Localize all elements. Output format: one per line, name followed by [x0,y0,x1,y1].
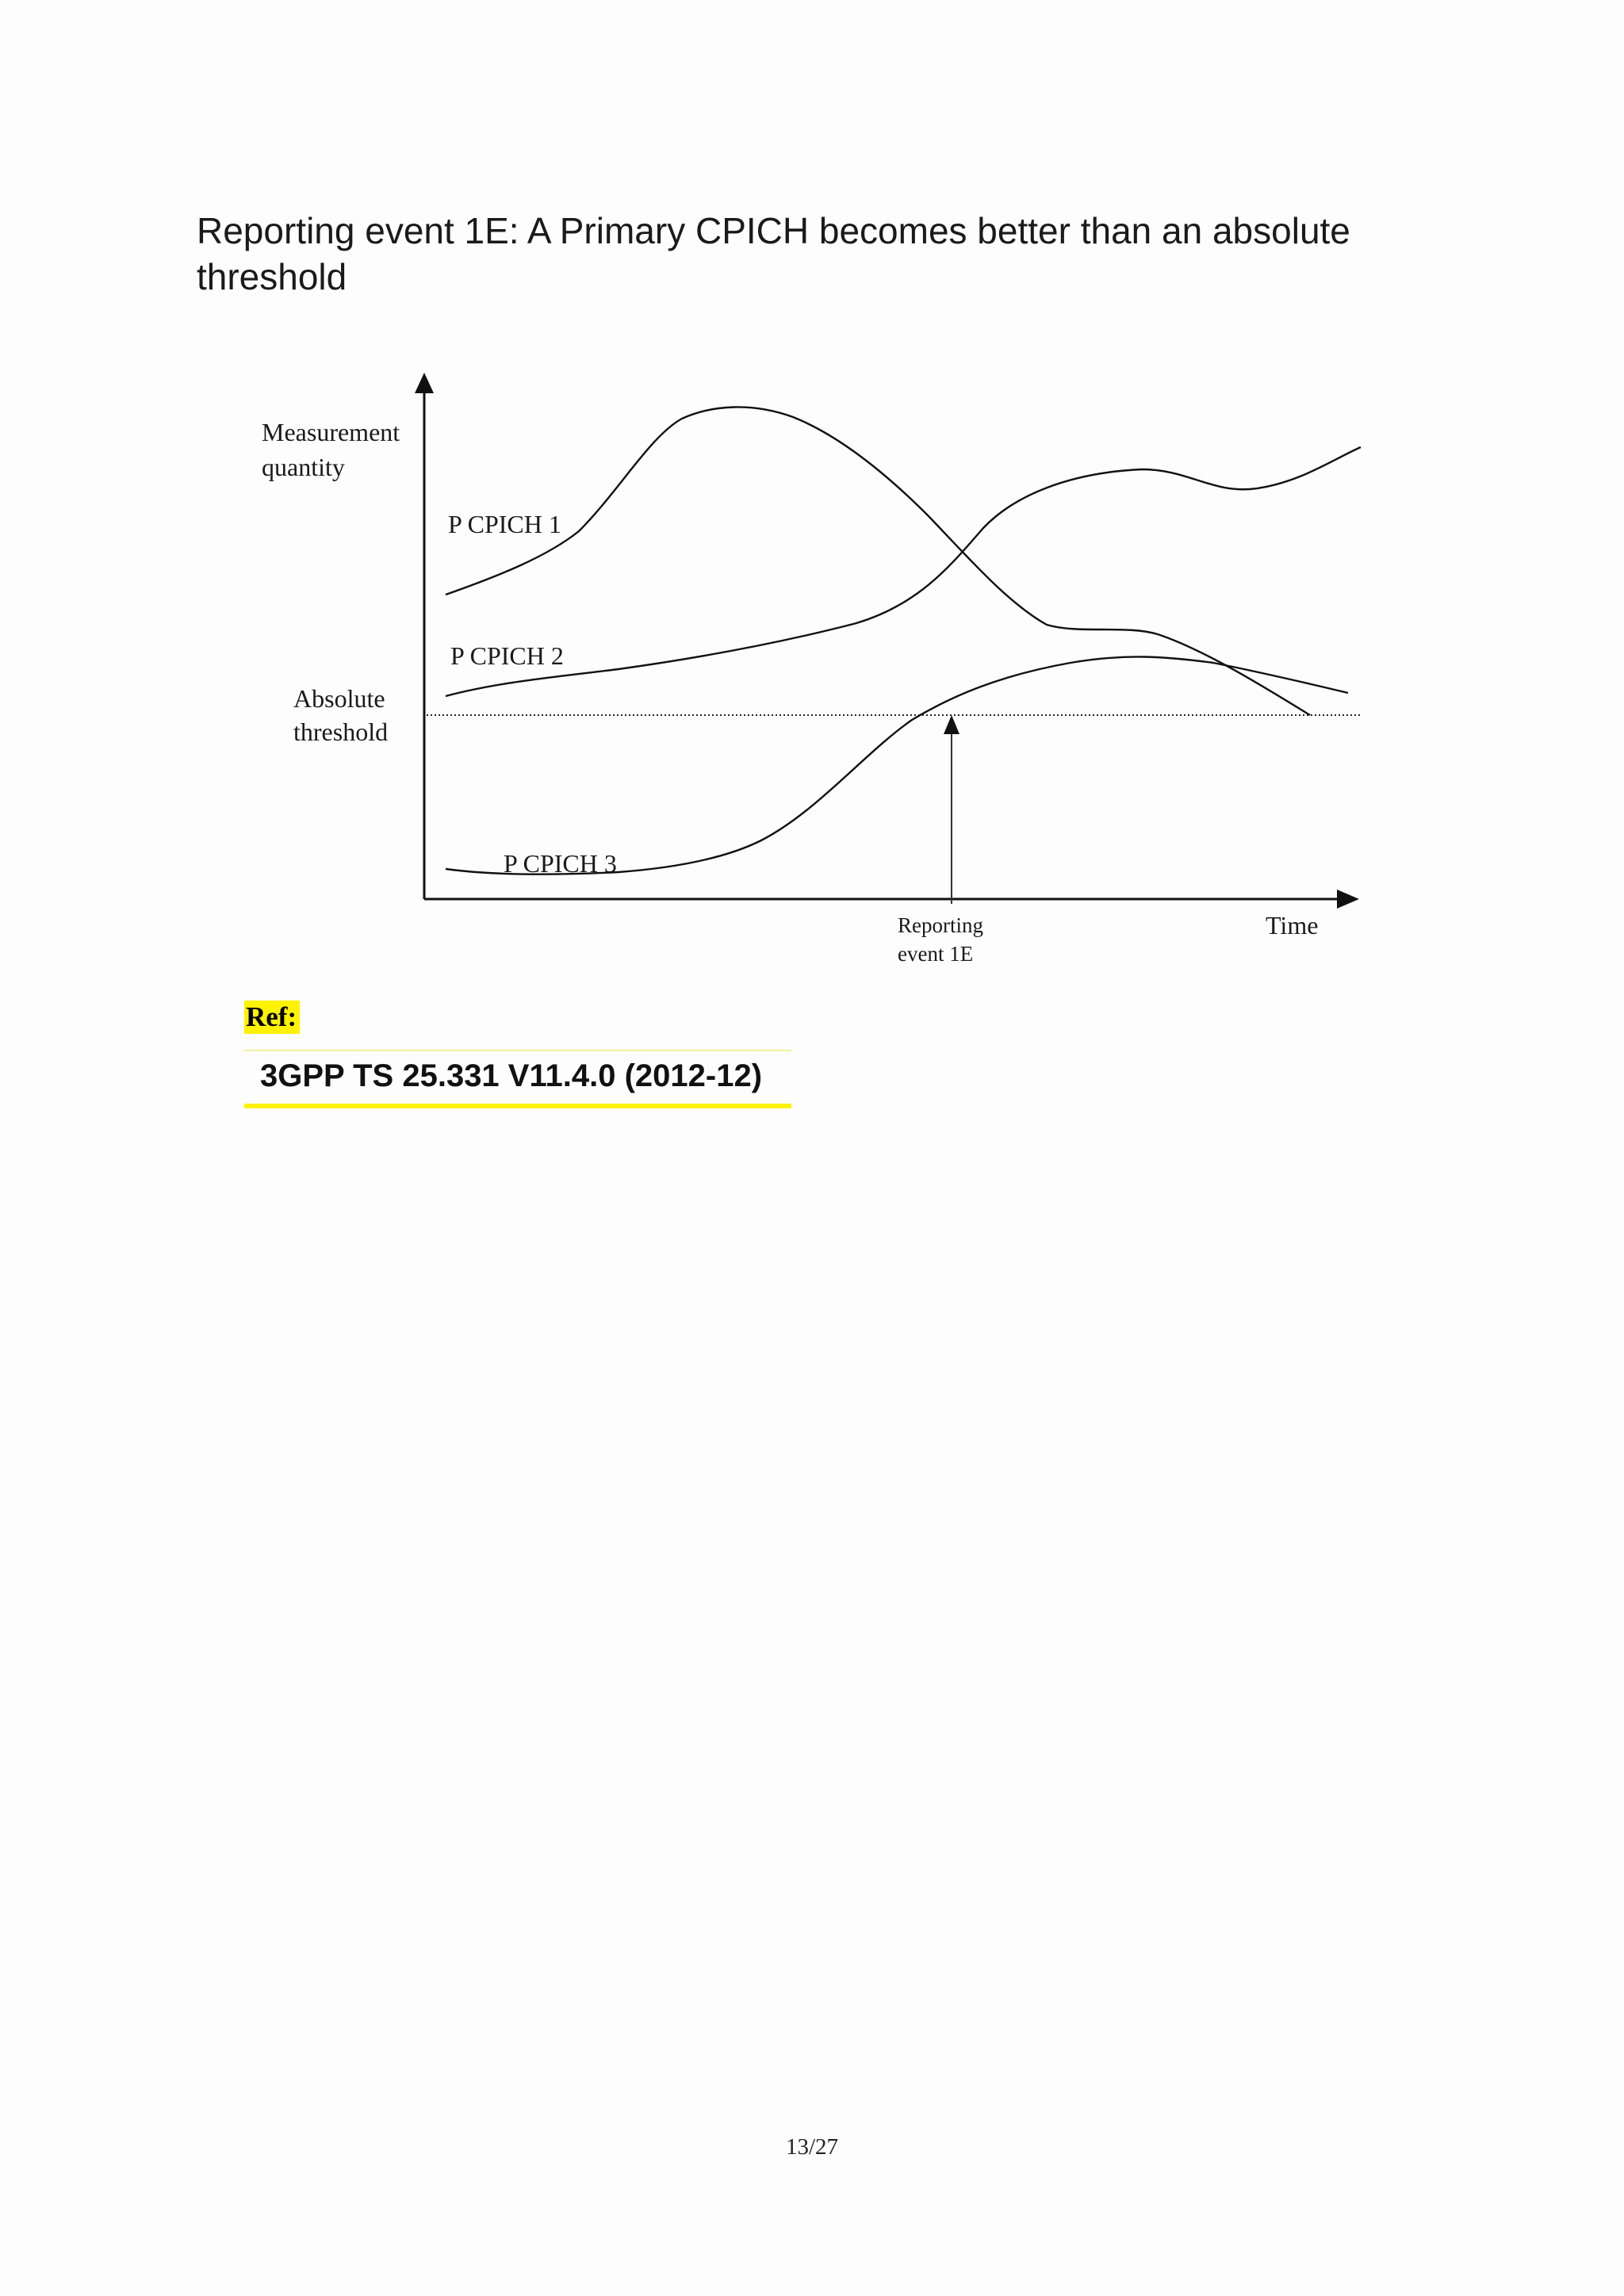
reference-citation: 3GPP TS 25.331 V11.4.0 (2012-12) [244,1050,791,1108]
x-axis-arrow-icon [1337,890,1359,909]
curve-label-p-cpich-1: P CPICH 1 [448,510,561,538]
threshold-label-line1: Absolute [293,684,385,713]
y-axis-label-line1: Measurement [262,418,400,446]
page-number: 13/27 [785,2134,839,2160]
p-cpich-2-curve [446,447,1361,696]
reference-label: Ref: [244,1001,300,1034]
y-axis-arrow-icon [415,373,434,393]
event-label-line2: event 1E [898,942,974,966]
x-axis-label: Time [1266,911,1319,939]
figure-canvas [238,349,1396,983]
curve-label-p-cpich-3: P CPICH 3 [504,849,617,878]
p-cpich-3-curve [446,656,1348,874]
reference-block [244,1001,791,1108]
y-axis-label-line2: quantity [262,453,345,481]
section-heading: Reporting event 1E: A Primary CPICH becomes better than an absolute threshold [197,210,1350,297]
p-cpich-1-curve [446,407,1310,715]
curve-label-p-cpich-2: P CPICH 2 [450,641,564,670]
event-label-line1: Reporting [898,913,983,937]
reporting-event-arrow-icon [944,715,959,734]
threshold-label-line2: threshold [293,718,389,746]
reporting-event-figure [238,349,1396,983]
